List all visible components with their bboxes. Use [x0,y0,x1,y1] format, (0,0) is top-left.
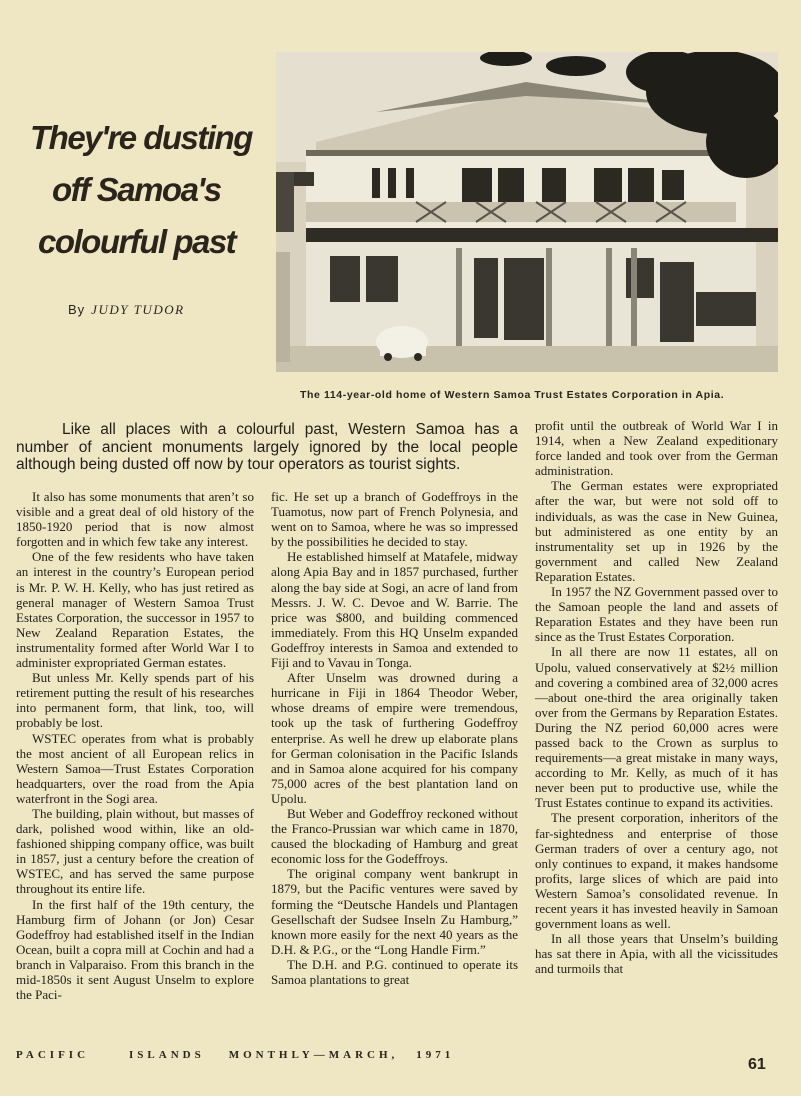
paragraph: After Unselm was drowned during a hurricane in Fiji in 1864 Theodor Weber, whose dreams of empire were tremendous, took up the task of furthering Godeffroy enterprise. As well he drew up elaborate plans for German colonisation in the Pacific Islands and in Samoa alone acquired for his company 75,000 acres of the best plantation land on Upolu. [271,670,518,806]
paragraph: fic. He set up a branch of Godeffroys in the Tuamotus, now part of French Polynesia, and went on to Samoa, where he was so impressed by the possibilities he decided to stay. [271,489,518,550]
building-photo [276,52,778,372]
author-name: JUDY TUDOR [91,302,185,317]
text-column-3 [535,418,778,976]
title-line: off Samoa's [52,171,221,208]
paragraph: In all those years that Unselm’s building has sat there in Apia, with all the vicissitudes and turmoils that [535,931,778,977]
footer-word: PACIFIC [16,1049,90,1061]
paragraph: He established himself at Matafele, midway along Apia Bay and in 1857 purchased, further along the bay side at Sogi, an acre of land from Messrs. J. W. C. Devoe and W. Barrie. The price was $800, and building commenced immediately. From this HQ Unselm expanded Godeffroy interests in Samoa and extended to Fiji and to Vavau in Tonga. [271,549,518,671]
paragraph: The D.H. and P.G. continued to operate its Samoa plantations to great [271,956,518,987]
paragraph: profit until the outbreak of World War I in 1914, when a New Zealand expeditionary force landed and took over from the German administration. [535,418,778,479]
paragraph: In all there are now 11 estates, all on Upolu, valued conservatively at $2½ million and covering a combined area of 32,000 acres—about one-third the area originally taken over from the Germans by Reparation Estates. During the NZ period 60,000 acres were passed back to the Crown as surplus to requirements—a great mistake in many ways, according to Mr. Kelly, as much of it has never been put to productive use, while the Trust Estates continue to expand its activities. [535,644,778,811]
paragraph: The present corporation, inheritors of the far-sightedness and enterprise of those German traders of over a century ago, not only continues to expand, it makes handsome profits, large slices of which are paid into Western Samoa’s consolidated revenue. In recent years it has invested heavily in Samoan government loans as well. [535,810,778,932]
footer-word: ISLANDS [129,1049,205,1061]
paragraph: One of the few residents who have taken an interest in the country’s European period is Mr. P. W. H. Kelly, who has just retired as general manager of Western Samoa Trust Estates Corporation, the successor in 1957 to New Zealand Reparation Estates, the instrumentality formed after World War I to administer expropriated German estates. [16,549,254,671]
footer-word: 1971 [416,1049,455,1061]
paragraph: It also has some monuments that aren’t so visible and a great deal of old history of the 1850-1920 period that is now almost forgotten and in which few take any interest. [16,489,254,550]
footer-word: MONTHLY—MARCH, [228,1049,399,1061]
paragraph: But Weber and Godeffroy reckoned without the Franco-Prussian war which came in 1870, caused the blockading of Hamburg and great economic loss for the Godeffroys. [271,805,518,867]
paragraph: In 1957 the NZ Government passed over to the Samoan people the land and assets of Reparation Estates and they have been run since as the Trust Estates Corporation. [535,584,778,645]
text-column-2 [271,489,518,987]
byline [68,302,185,318]
lead-paragraph: Like all places with a colourful past, Western Samoa has a number of ancient monuments largely ignored by the local people although being dusted off now by tour operators as tourist sights. [16,421,518,473]
article-title [30,112,250,268]
paragraph: The German estates were expropriated after the war, but were not sold off to individuals, as was the case in New Guinea, but administered as one entity by an instrumentality set up in 1926 by the government and called New Zealand Reparation Estates. [535,478,778,584]
photo-caption: The 114-year-old home of Western Samoa Trust Estates Corporation in Apia. [300,389,725,401]
running-footer [16,1049,516,1061]
title-line: colourful past [38,223,236,260]
byline-prefix: By [68,302,86,317]
paragraph: The building, plain without, but masses of dark, polished wood within, like an old-fashioned shipping company office, was built in 1857, just a century before the creation of WSTEC, and has served the same purpose throughout its entire life. [16,805,254,897]
title-line: They're dusting [30,119,252,156]
page-number: 61 [748,1056,766,1073]
text-column-1 [16,489,254,1002]
paragraph: But unless Mr. Kelly spends part of his retirement putting the result of his researches into permanent form, that link, too, will probably be lost. [16,670,254,731]
paragraph: WSTEC operates from what is probably the most ancient of all European relics in Western Samoa—Trust Estates Corporation headquarters, over the road from the Apia waterfront in the Sogi area. [16,730,254,806]
paragraph: In the first half of the 19th century, the Hamburg firm of Johann (or Jon) Cesar Godeffroy had established itself in the Indian Ocean, built a copra mill at Cochin and had a branch in Valparaiso. From this branch in the mid-1850s it sent August Unselm to explore the Paci- [16,896,254,1003]
paragraph: The original company went bankrupt in 1879, but the Pacific ventures were saved by forming the “Deutsche Handels und Plantagen Gesellschaft der Sudsee Inseln Zu Hamburg,” known more easily for the next 40 years as the D.H. & P.G., or the “Long Handle Firm.” [271,866,518,957]
